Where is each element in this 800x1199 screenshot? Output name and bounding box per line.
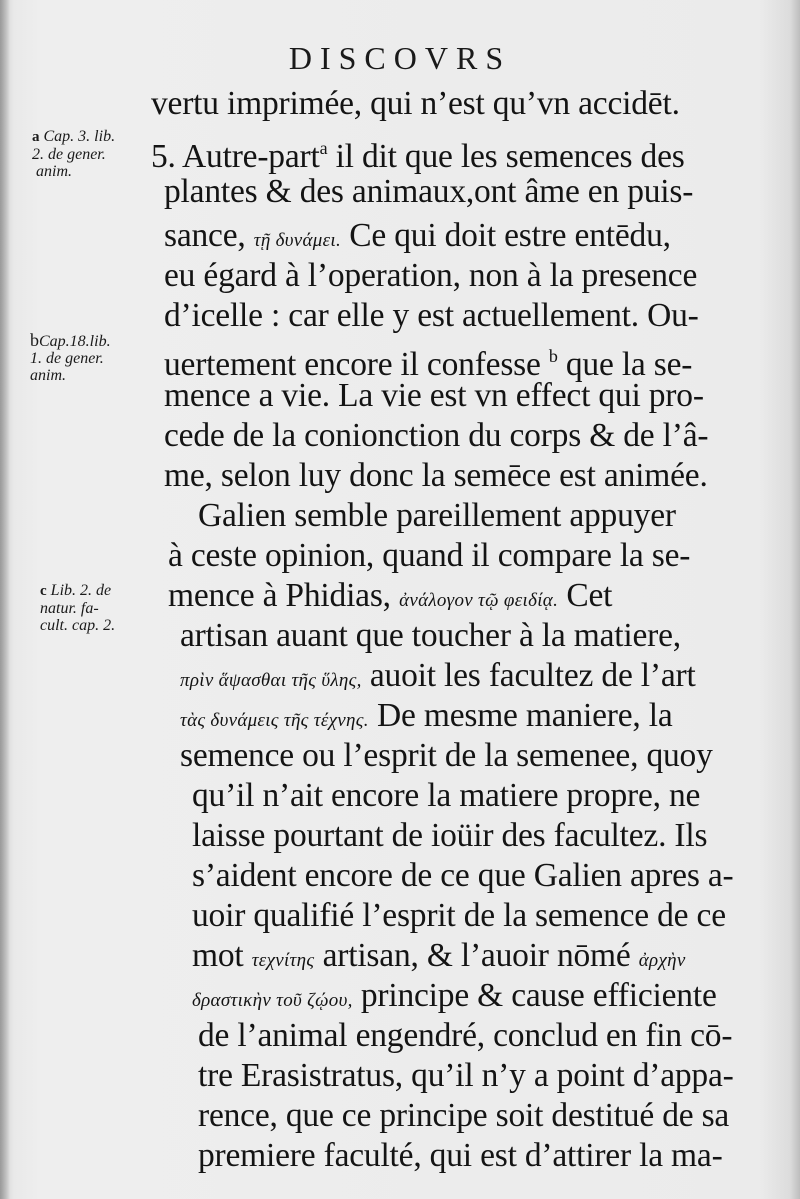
margin-note-line: anim.	[30, 367, 66, 384]
text-line	[168, 576, 612, 621]
margin-note-line: 2. de gener.	[32, 146, 106, 163]
text-segment: auoit les facultez de l’art	[369, 657, 696, 694]
text-line: semence ou l’esprit de la semenee, quoy	[180, 737, 713, 774]
text-line	[151, 128, 685, 177]
text-segment: 5. Autre-part	[151, 138, 320, 175]
margin-note-b	[30, 332, 111, 384]
margin-note-c	[40, 582, 115, 634]
greek-phrase: τῇ δυνάμει.	[253, 230, 342, 251]
running-title: DISCOVRS	[288, 40, 512, 76]
text-segment: sance,	[164, 217, 246, 254]
greek-phrase: τεχνίτης	[251, 950, 315, 971]
text-line: d’icelle : car elle y est actuellement. Ou-	[164, 297, 699, 334]
text-line: rence, que ce principe soit destitué de sa	[198, 1097, 730, 1134]
text-segment: Cet	[566, 577, 613, 614]
text-line	[180, 656, 696, 701]
text-line: de l’animal engendré, conclud en fin cō-	[198, 1017, 733, 1054]
text-segment: mot	[192, 937, 244, 974]
greek-phrase: τὰς δυνάμεις τῆς τέχνης.	[180, 710, 369, 731]
text-line: à ceste opinion, quand il compare la se-	[168, 537, 691, 574]
footnote-mark-b: b	[548, 346, 558, 366]
text-line: me, selon luy donc la semēce est animée.	[164, 457, 708, 494]
text-segment: que la se-	[565, 346, 693, 383]
margin-note-line: natur. fa-	[40, 600, 99, 617]
greek-phrase: ἀνάλογον τῷ φειδίᾳ.	[399, 590, 559, 611]
text-segment: artisan, & l’auoir nōmé	[322, 937, 631, 974]
text-segment: De mesme maniere, la	[377, 697, 673, 734]
text-line: s’aident encore de ce que Galien apres a-	[192, 857, 734, 894]
margin-note-text: Cap. 3. lib.	[43, 128, 116, 145]
text-segment: mence à Phidias,	[168, 577, 391, 614]
greek-phrase: δραστικὴν τοῦ ζῴου,	[192, 990, 353, 1011]
footnote-mark-a: a	[319, 138, 328, 158]
text-segment: principe & cause efficiente	[360, 977, 717, 1014]
text-segment: il dit que les semences des	[335, 138, 685, 175]
text-line: mence a vie. La vie est vn effect qui pro-	[164, 377, 704, 414]
margin-note-line: 1. de gener.	[30, 350, 104, 367]
greek-phrase: πρὶν ἅψασθαι τῆς ὕλης,	[180, 670, 362, 691]
text-line: cede de la conionction du corps & de l’â-	[164, 417, 709, 454]
text-line: vertu imprimée, qui n’est qu’vn accidēt.	[151, 85, 680, 122]
text-line: plantes & des animaux,ont âme en puis-	[164, 173, 694, 210]
margin-note-line	[30, 332, 111, 350]
text-line: artisan auant que toucher à la matiere,	[180, 617, 681, 654]
text-segment: uertement encore il confesse	[164, 346, 541, 383]
text-line: tre Erasistratus, qu’il n’y a point d’appa-	[198, 1057, 734, 1094]
margin-note-mark: b	[30, 330, 39, 350]
gutter-shadow	[0, 0, 10, 1199]
margin-note-a	[32, 128, 115, 180]
text-line: laisse pourtant de ioüir des facultez. Ils	[192, 817, 708, 854]
margin-note-mark: a	[32, 129, 40, 145]
text-line: qu’il n’ait encore la matiere propre, ne	[192, 777, 701, 814]
margin-note-line	[40, 582, 115, 600]
margin-note-line: anim.	[36, 163, 72, 180]
text-line	[180, 696, 673, 741]
greek-phrase: ἀρχὴν	[638, 950, 686, 971]
text-line: uoir qualifié l’esprit de la semence de ce	[192, 897, 726, 934]
text-line: eu égard à l’operation, non à la presence	[164, 257, 698, 294]
text-line	[192, 976, 717, 1021]
margin-note-line: cult. cap. 2.	[40, 617, 116, 634]
margin-note-mark: c	[40, 583, 47, 599]
text-line: premiere faculté, qui est d’attirer la ma-	[198, 1137, 723, 1174]
text-segment: Ce qui doit estre entēdu,	[349, 217, 671, 254]
text-line: Galien semble pareillement appuyer	[198, 497, 676, 534]
text-line	[164, 216, 671, 261]
margin-note-text: Cap.18.lib.	[39, 333, 111, 350]
margin-note-line	[32, 128, 115, 146]
text-line	[192, 936, 686, 981]
margin-note-text: Lib. 2. de	[50, 582, 112, 599]
